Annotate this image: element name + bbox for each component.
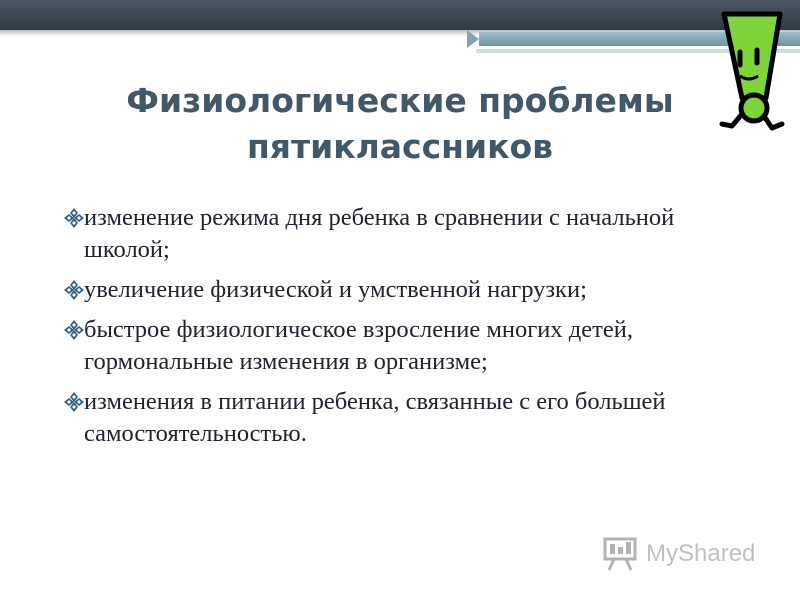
header-bar [0, 0, 800, 30]
four-diamond-bullet-icon [64, 320, 84, 340]
presentation-board-icon [602, 536, 640, 572]
list-item [72, 274, 742, 306]
slide-title: Физиологические проблемы пятиклассников [126, 81, 674, 166]
list-item [72, 386, 742, 450]
four-diamond-bullet-icon [64, 208, 84, 228]
list-item [72, 202, 742, 266]
myshared-watermark [602, 534, 772, 574]
four-diamond-bullet-icon [64, 280, 84, 300]
list-item-text: изменения в питании ребенка, связанные с его большей самостоятельностью. [84, 388, 666, 447]
watermark-logo-text: MyShared [646, 540, 756, 567]
list-item [72, 314, 742, 378]
list-item-text: увеличение физической и умственной нагрузки; [84, 276, 587, 303]
four-diamond-bullet-icon [64, 392, 84, 412]
exclamation-stick-figure-icon [714, 10, 794, 140]
bullet-list [72, 202, 742, 458]
list-item-text: изменение режима дня ребенка в сравнении с начальной школой; [84, 204, 675, 263]
list-item-text: быстрое физиологическое взросление многих детей, гормональные изменения в организме; [84, 316, 633, 375]
accent-arrow-icon [467, 30, 479, 48]
